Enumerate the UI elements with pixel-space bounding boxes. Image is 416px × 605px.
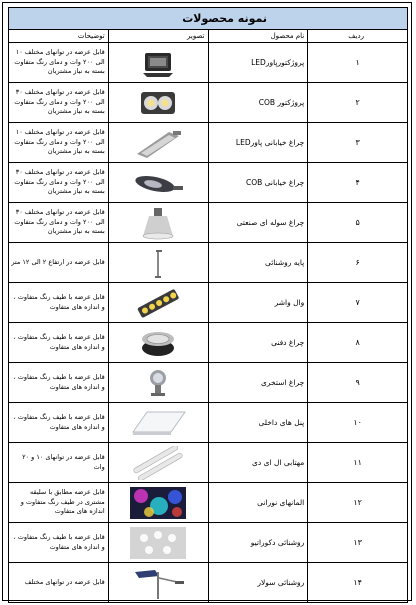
row-desc: قابل عرضه در ارتفاع ۲ الی ۱۲ متر <box>9 243 109 283</box>
row-desc: قابل عرضه در توانهای مختلف ۱۰ الی ۲۰۰ وات و دمای رنگ متفاوت بسته به نیاز مشتریان <box>9 43 109 83</box>
table-row <box>9 243 408 283</box>
table-row <box>9 483 408 523</box>
table-row <box>9 523 408 563</box>
row-desc: قابل عرضه با طیف رنگ متفاوت ، و اندازه های متفاوت <box>9 283 109 323</box>
table-row <box>9 163 408 203</box>
table-row <box>9 563 408 603</box>
row-name: پروژکتورپاورLED <box>208 43 308 83</box>
row-desc: قابل عرضه در توانهای ۱۰ و ۲۰ وات <box>9 443 109 483</box>
row-desc: قابل عرضه با طیف رنگ متفاوت ، و اندازه های متفاوت <box>9 403 109 443</box>
row-index: ۲ <box>308 83 408 123</box>
row-name: چراغ خیابانی پاورLED <box>208 123 308 163</box>
pole-icon <box>129 246 187 280</box>
row-index: ۱۲ <box>308 483 408 523</box>
cob-floodlight-icon <box>129 86 187 120</box>
row-name: المانهای نورانی <box>208 483 308 523</box>
row-index: ۱۱ <box>308 443 408 483</box>
led-streetlight-icon <box>129 126 187 160</box>
table-row <box>9 443 408 483</box>
panel-icon <box>129 406 187 440</box>
wallwasher-icon <box>129 286 187 320</box>
inground-light-icon <box>129 326 187 360</box>
solar-light-icon <box>129 566 187 600</box>
row-index: ۹ <box>308 363 408 403</box>
row-name: پنل های داخلی <box>208 403 308 443</box>
row-name: پایه روشنائی <box>208 243 308 283</box>
pool-light-icon <box>129 366 187 400</box>
row-desc: قابل عرضه در توانهای مختلف ۳۰ الی ۲۰۰ وات و دمای رنگ متفاوت بسته به نیاز مشتریان <box>9 83 109 123</box>
row-index: ۱۳ <box>308 523 408 563</box>
table-title: نمونه محصولات <box>9 8 408 30</box>
row-desc: قابل عرضه در توانهای مختلف <box>9 563 109 603</box>
row-desc: قابل عرضه در توانهای مختلف ۳۰ الی ۲۰۰ وات و دمای رنگ متفاوت بسته به نیاز مشتریان <box>9 203 109 243</box>
row-desc: قابل عرضه با طیف رنگ متفاوت ، و اندازه های متفاوت <box>9 363 109 403</box>
row-desc: قابل عرضه مطابق با سلیقه مشتری در طیف رنگ متفاوت و اندازه های متفاوت <box>9 483 109 523</box>
row-name: وال واشر <box>208 283 308 323</box>
table-row <box>9 203 408 243</box>
table-row <box>9 283 408 323</box>
row-desc: قابل عرضه در توانهای مختلف ۱۰ الی ۲۰۰ وات و دمای رنگ متفاوت بسته به نیاز مشتریان <box>9 123 109 163</box>
table-row <box>9 83 408 123</box>
row-name: پروژکتور COB <box>208 83 308 123</box>
table-row <box>9 363 408 403</box>
row-name: مهتابی ال ای دی <box>208 443 308 483</box>
row-index: ۶ <box>308 243 408 283</box>
row-desc: قابل عرضه در توانهای مختلف ۳۰ الی ۲۰۰ وات و دمای رنگ متفاوت بسته به نیاز مشتریان <box>9 163 109 203</box>
table-row <box>9 323 408 363</box>
document-page <box>2 2 412 601</box>
table-row <box>9 403 408 443</box>
header-index: ردیف <box>308 30 408 43</box>
row-index: ۱۴ <box>308 563 408 603</box>
row-desc: قابل عرضه با طیف رنگ متفاوت ، و اندازه های متفاوت <box>9 523 109 563</box>
row-index: ۱ <box>308 43 408 83</box>
row-index: ۵ <box>308 203 408 243</box>
row-desc: قابل عرضه با طیف رنگ متفاوت ، و اندازه های متفاوت <box>9 323 109 363</box>
row-name: چراغ دفنی <box>208 323 308 363</box>
row-name: روشنائی دکوراتیو <box>208 523 308 563</box>
led-tube-icon <box>129 446 187 480</box>
products-table <box>8 7 408 603</box>
row-name: چراغ خیابانی COB <box>208 163 308 203</box>
row-name: چراغ استخری <box>208 363 308 403</box>
row-index: ۸ <box>308 323 408 363</box>
row-index: ۴ <box>308 163 408 203</box>
table-row <box>9 43 408 83</box>
table-row <box>9 123 408 163</box>
header-image: تصویر <box>108 30 208 43</box>
row-index: ۷ <box>308 283 408 323</box>
cob-streetlight-icon <box>129 166 187 200</box>
row-index: ۳ <box>308 123 408 163</box>
row-name: چراغ سوله ای صنعتی <box>208 203 308 243</box>
led-floodlight-icon <box>129 46 187 80</box>
header-name: نام محصول <box>208 30 308 43</box>
highbay-icon <box>129 206 187 240</box>
decorative-light-icon <box>129 526 187 560</box>
header-desc: توضیحات <box>9 30 109 43</box>
row-name: روشنائی سولار <box>208 563 308 603</box>
light-elements-icon <box>129 486 187 520</box>
row-index: ۱۰ <box>308 403 408 443</box>
